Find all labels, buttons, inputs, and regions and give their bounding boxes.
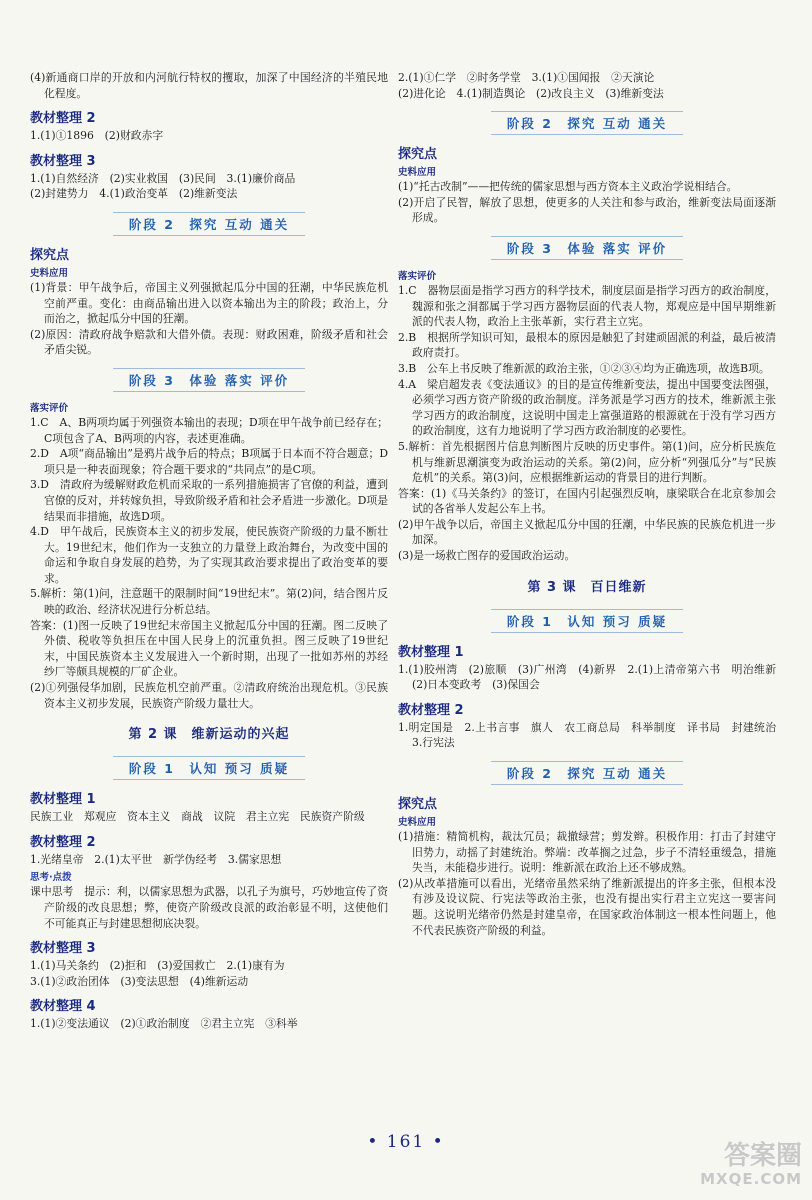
- stage-banner-label: 阶段 1 认知 预习 质疑: [113, 756, 305, 780]
- answer-paragraph: (2)甲午战争以后，帝国主义掀起瓜分中国的狂潮，中华民族的民族危机进一步加深。: [398, 517, 776, 547]
- answer-paragraph: 课中思考 提示：利，以儒家思想为武器，以孔子为旗号，巧妙地宣传了资产阶级的改良思想；弊，使资产阶级改良派的政治彰显不明，这使他们不可能真正与封建思想彻底决裂。: [30, 885, 388, 930]
- stage-banner: [398, 609, 776, 633]
- stage-banner-label: 阶段 2 探究 互动 通关: [491, 761, 683, 785]
- stage-banner: [398, 111, 776, 135]
- answer-paragraph: (2)开启了民智，解放了思想，使更多的人关注和参与政治，维新变法局面逐渐形成。: [398, 195, 776, 225]
- answer-paragraph: 答案：(1)图一反映了19世纪末帝国主义掀起瓜分中国的狂潮。图二反映了外债、税收等负担压在中国人民身上的沉重负担。图三反映了19世纪末，中国民族资本主义发展进入一个新时期，出现了一批如苏州的苏经纱厂等颇具规模的厂矿企业。: [30, 618, 388, 679]
- section-heading: 探究点: [398, 797, 438, 813]
- answer-paragraph: (2)原因：清政府战争赔款和大借外债。表现：财政困难，阶级矛盾和社会矛盾尖锐。: [30, 327, 388, 357]
- answer-paragraph: 1.(1)胶州湾 (2)旅顺 (3)广州湾 (4)新界 2.(1)上清帝第六书 明治维新 (2)日本变政考 (3)保国会: [398, 662, 787, 692]
- watermark: [692, 1142, 802, 1188]
- watermark-url: MXQE.COM: [700, 1170, 802, 1188]
- stage-banner-label: 阶段 2 探究 互动 通关: [113, 212, 305, 236]
- stage-banner-label: 阶段 1 认知 预习 质疑: [491, 609, 683, 633]
- answer-paragraph: 答案：(1)《马关条约》的签订，在国内引起强烈反响，康梁联合在北京参加会试的各省举人发起公车上书。: [398, 486, 776, 516]
- answer-line: 1.光绪皇帝 2.(1)太平世 新学伪经考 3.儒家思想: [30, 852, 282, 866]
- answer-paragraph: 2.B 根据所学知识可知，最根本的原因是触犯了封建顽固派的利益，最后被清政府责打。: [398, 330, 776, 360]
- answer-line: 1.(1)马关条约 (2)拒和 (3)爱国救亡 2.(1)康有为: [30, 959, 285, 973]
- answer-line: 2.(1)①仁学 ②时务学堂 3.(1)①国闻报 ②天演论: [398, 71, 655, 84]
- answer-line: (2)进化论 4.(1)制造舆论 (2)改良主义 (3)维新变法: [398, 86, 664, 100]
- answer-paragraph: 1.明定国是 2.上书言事 旗人 农工商总局 科举制度 译书局 封建统治 3.行宪法: [398, 720, 787, 750]
- section-heading: 教材整理 2: [30, 834, 96, 850]
- stage-banner: [30, 368, 388, 392]
- answer-paragraph: 1.C 器物层面是指学习西方的科学技术，制度层面是指学习西方的政治制度，魏源和张之洞都属于学习西方器物层面的代表人物，郑观应是中国早期维新派的代表人物，政治上主张革新，实行君主立宪。: [398, 283, 776, 329]
- subsection-label: 思考·点拨: [30, 872, 72, 884]
- lesson-title: 第 2 课 维新运动的兴起: [128, 727, 290, 743]
- section-heading: 教材整理 2: [30, 111, 96, 127]
- stage-banner-label: 阶段 3 体验 落实 评价: [113, 368, 305, 392]
- answer-paragraph: 4.A 梁启超发表《变法通议》的目的是宣传维新变法，提出中国要变法图强，必须学习西方资产阶级的政治制度。洋务派是学习西方的技术，维新派主张学习西方的政治制度，这说明中国走上富强道路的根源就在于没有学习西方的政治制度，这有力地说明了学习西方政治制度的必要性。: [398, 377, 776, 438]
- section-heading: 教材整理 3: [30, 941, 96, 957]
- subsection-label: 史料应用: [30, 267, 69, 279]
- answer-paragraph: (2)①列强侵华加剧，民族危机空前严重。②清政府统治出现危机。③民族资本主义初步发展，民族资产阶级力量壮大。: [30, 681, 388, 710]
- section-heading: 探究点: [30, 247, 70, 263]
- answer-paragraph: (4)新通商口岸的开放和内河航行特权的攫取，加深了中国经济的半殖民地化程度。: [30, 71, 388, 100]
- answer-line: 1.(1)②变法通议 (2)①政治制度 ②君主立宪 ③科举: [30, 1017, 298, 1031]
- subsection-label: 落实评价: [30, 402, 69, 414]
- subsection-label: 史料应用: [398, 167, 437, 179]
- answer-paragraph: (1)“托古改制”——把传统的儒家思想与西方资本主义政治学说相结合。: [398, 180, 738, 194]
- section-heading: 教材整理 1: [398, 644, 464, 660]
- answer-paragraph: 4.D 甲午战后，民族资本主义的初步发展，使民族资产阶级的力量不断壮大。19世纪末，他们作为一支独立的力量登上政治舞台，为改变中国的命运和争取自身发展的趋势，为了实现其政治要求提出了政治变革的要求。: [30, 525, 388, 585]
- lesson-title: 第 3 课 百日维新: [527, 579, 647, 595]
- answer-line: 1.(1)①1896 (2)财政赤字: [30, 129, 164, 143]
- stage-banner: [30, 756, 388, 780]
- answer-paragraph: (3)是一场救亡图存的爱国政治运动。: [398, 549, 576, 563]
- left-column: [30, 70, 388, 1032]
- stage-banner: [398, 236, 776, 260]
- answer-line: 民族工业 郑观应 资本主义 商战 议院 君主立宪 民族资产阶级: [30, 810, 365, 824]
- stage-banner-label: 阶段 2 探究 互动 通关: [491, 111, 683, 135]
- watermark-logo: 答案圈: [723, 1141, 802, 1171]
- answer-paragraph: 5.解析：首先根据图片信息判断图片反映的历史事件。第(1)问，应分析民族危机与维新思潮演变为政治运动的关系。第(2)问，应分析“列强瓜分”与“民族危机”的关系。第(3)问，应根据维新运动的背景目的进行判断。: [398, 439, 776, 485]
- stage-banner: [398, 761, 776, 785]
- answer-line: 3.(1)②政治团体 (3)变法思想 (4)维新运动: [30, 974, 249, 988]
- page-number: • 161 •: [367, 1132, 445, 1152]
- answer-paragraph: 1.C A、B两项均属于列强资本输出的表现；D项在甲午战争前已经存在；C项包含了A、B两项的内容，表述更准确。: [30, 415, 388, 445]
- answer-paragraph: 3.D 清政府为缓解财政危机而采取的一系列措施损害了官僚的利益，遭到官僚的反对，并转嫁负担，导致阶级矛盾和社会矛盾进一步激化。D项是结果而非措施，故选D项。: [30, 478, 388, 523]
- answer-paragraph: 3.B 公车上书反映了维新派的政治主张，①②③④均为正确选项，故选B项。: [398, 361, 770, 375]
- answer-paragraph: 2.D A项“商品输出”是鸦片战争后的特点；B项属于日本而不符合题意；D项只是一种表面现象；符合题干要求的“共同点”的是C项。: [30, 447, 388, 476]
- section-heading: 教材整理 1: [30, 792, 96, 808]
- subsection-label: 史料应用: [398, 817, 437, 829]
- subsection-label: 落实评价: [398, 270, 437, 282]
- section-heading: 探究点: [398, 147, 438, 163]
- answer-paragraph: 5.解析：第(1)问，注意题干的限制时间“19世纪末”。第(2)问，结合图片反映的政治、经济状况进行分析总结。: [30, 587, 388, 617]
- answer-line: 1.(1)自然经济 (2)实业救国 (3)民间 3.(1)廉价商品: [30, 171, 296, 185]
- stage-banner-label: 阶段 3 体验 落实 评价: [491, 236, 683, 260]
- answer-paragraph: (2)从改革措施可以看出，光绪帝虽然采纳了维新派提出的许多主张，但根本没有涉及设议院、行宪法等政治主张，也没有提出实行君主立宪这一要害问题。这说明光绪帝仍然是封建皇帝，在国家政治体制这一根本性问题上，他不代表民族资产阶级的利益。: [398, 876, 776, 937]
- section-heading: 教材整理 2: [398, 702, 464, 718]
- answer-paragraph: (1)措施：精简机构，裁汰冗员；裁撤绿营；剪发辫。积极作用：打击了封建守旧势力，动摇了封建统治。弊端：改革搁之过急，步子不清轻重缓急，措施失当，未能稳步进行。说明：维新派在政治上还不够成熟。: [398, 830, 776, 875]
- answer-paragraph: (2)封建势力 4.(1)政治变革 (2)维新变法: [30, 187, 238, 201]
- section-heading: 教材整理 3: [30, 153, 96, 169]
- answer-paragraph: (1)背景：甲午战争后，帝国主义列强掀起瓜分中国的狂潮，中华民族危机空前严重。变化：由商品输出进入以资本输出为主的阶段；政治上，分而治之，掀起瓜分中国的狂潮。: [30, 280, 388, 326]
- stage-banner: [30, 212, 388, 236]
- right-column: [398, 70, 787, 938]
- section-heading: 教材整理 4: [30, 999, 96, 1015]
